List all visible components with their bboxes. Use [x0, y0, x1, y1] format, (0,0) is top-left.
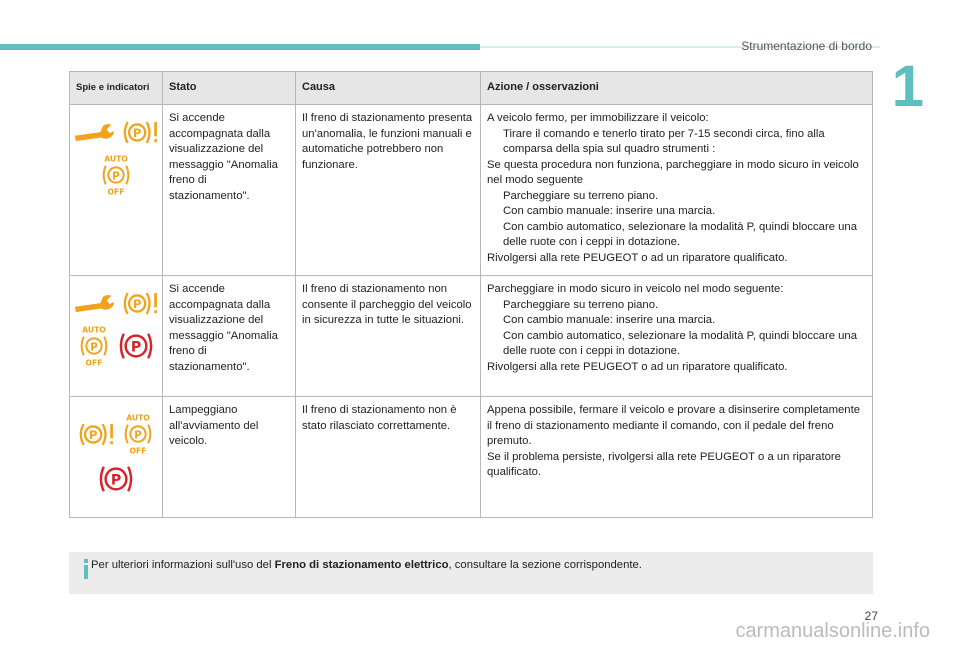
action-text: Se questa procedura non funziona, parcheggiare in modo sicuro in veicolo nel modo seguente	[487, 158, 859, 186]
table-row	[70, 105, 873, 276]
column-header-stato: Stato	[163, 72, 296, 105]
action-text: Parcheggiare in modo sicuro in veicolo nel modo seguente:	[487, 283, 784, 295]
action-text: Appena possibile, fermare il veicolo e provare a disinserire completamente il freno di stazionamento mediante il comando, con il pedale del freno premuto.	[487, 404, 860, 447]
column-header-azione: Azione / osservazioni	[481, 72, 873, 105]
chapter-number: 1	[891, 54, 924, 119]
table-row	[70, 397, 873, 518]
indicator-icons-cell	[70, 276, 163, 397]
stato-cell: Si accende accompagnata dalla visualizzazione del messaggio "Anomalia freno di stazionamento".	[163, 276, 296, 397]
bullet-marker	[487, 313, 503, 329]
action-text: Rivolgersi alla rete PEUGEOT o ad un riparatore qualificato.	[487, 360, 788, 373]
action-text: Se il problema persiste, rivolgersi alla rete PEUGEOT o a un riparatore qualificato.	[487, 450, 841, 478]
section-title: Strumentazione di bordo	[741, 39, 872, 53]
info-icon	[81, 558, 91, 580]
stato-cell: Lampeggiano all'avviamento del veicolo.	[163, 397, 296, 518]
action-bullet	[487, 329, 866, 360]
azione-cell	[481, 276, 873, 397]
action-bullet	[487, 313, 866, 329]
azione-cell	[481, 397, 873, 518]
column-header-spie: Spie e indicatori	[70, 72, 163, 105]
parking-brake-warning-icon	[77, 421, 115, 448]
parking-brake-warning-icon	[121, 119, 159, 146]
auto-parking-off-icon	[99, 152, 133, 198]
indicator-icons-cell	[70, 105, 163, 276]
table-header-row	[70, 72, 873, 105]
action-bullet	[487, 204, 866, 220]
indicator-icons-cell	[70, 397, 163, 518]
watermark: carmanualsonline.info	[735, 620, 930, 642]
table-row	[70, 276, 873, 397]
parking-brake-warning-icon	[121, 290, 159, 317]
action-bullet	[487, 298, 866, 314]
bullet-marker	[487, 127, 503, 158]
info-note	[69, 552, 873, 594]
bullet-marker	[487, 329, 503, 360]
azione-cell	[481, 105, 873, 276]
action-text: Rivolgersi alla rete PEUGEOT o ad un riparatore qualificato.	[487, 251, 788, 264]
wrench-icon	[73, 123, 115, 143]
action-bullet	[487, 220, 866, 251]
action-bullet-text: Parcheggiare su terreno piano.	[503, 298, 659, 311]
header-accent-bar	[0, 44, 480, 50]
bullet-marker	[487, 204, 503, 220]
auto-parking-off-icon	[121, 411, 155, 457]
parking-brake-red-icon	[97, 463, 135, 495]
bullet-marker	[487, 298, 503, 314]
action-text: A veicolo fermo, per immobilizzare il veicolo:	[487, 112, 709, 124]
info-note-text: Per ulteriori informazioni sull'uso del Freno di stazionamento elettrico, consultare la sezione corrispondente.	[91, 559, 642, 571]
page-number: 27	[864, 609, 878, 623]
action-bullet	[487, 127, 866, 158]
bullet-marker	[487, 220, 503, 251]
bullet-marker	[487, 189, 503, 205]
action-bullet-text: Con cambio automatico, selezionare la modalità P, quindi bloccare una delle ruote con i ceppi in dotazione.	[503, 220, 857, 248]
warning-lights-table	[69, 71, 873, 518]
stato-cell: Si accende accompagnata dalla visualizzazione del messaggio "Anomalia freno di stazionamento".	[163, 105, 296, 276]
causa-cell: Il freno di stazionamento non consente il parcheggio del veicolo in sicurezza in tutte le situazioni.	[296, 276, 481, 397]
parking-brake-red-icon	[117, 330, 155, 362]
action-bullet-text: Con cambio automatico, selezionare la modalità P, quindi bloccare una delle ruote con i ceppi in dotazione.	[503, 329, 857, 357]
action-bullet-text: Con cambio manuale: inserire una marcia.	[503, 205, 716, 217]
action-bullet-text: Parcheggiare su terreno piano.	[503, 189, 659, 202]
action-bullet-text: Tirare il comando e tenerlo tirato per 7-15 secondi circa, fino alla comparsa della spia sul quadro strumenti :	[503, 127, 825, 155]
causa-cell: Il freno di stazionamento non è stato rilasciato correttamente.	[296, 397, 481, 518]
column-header-causa: Causa	[296, 72, 481, 105]
wrench-icon	[73, 294, 115, 314]
info-note-bold: Freno di stazionamento elettrico	[274, 559, 449, 571]
auto-parking-off-icon	[77, 323, 111, 369]
action-bullet	[487, 189, 866, 205]
causa-cell: Il freno di stazionamento presenta un'anomalia, le funzioni manuali e automatiche potrebbero non funzionare.	[296, 105, 481, 276]
action-bullet-text: Con cambio manuale: inserire una marcia.	[503, 314, 716, 326]
